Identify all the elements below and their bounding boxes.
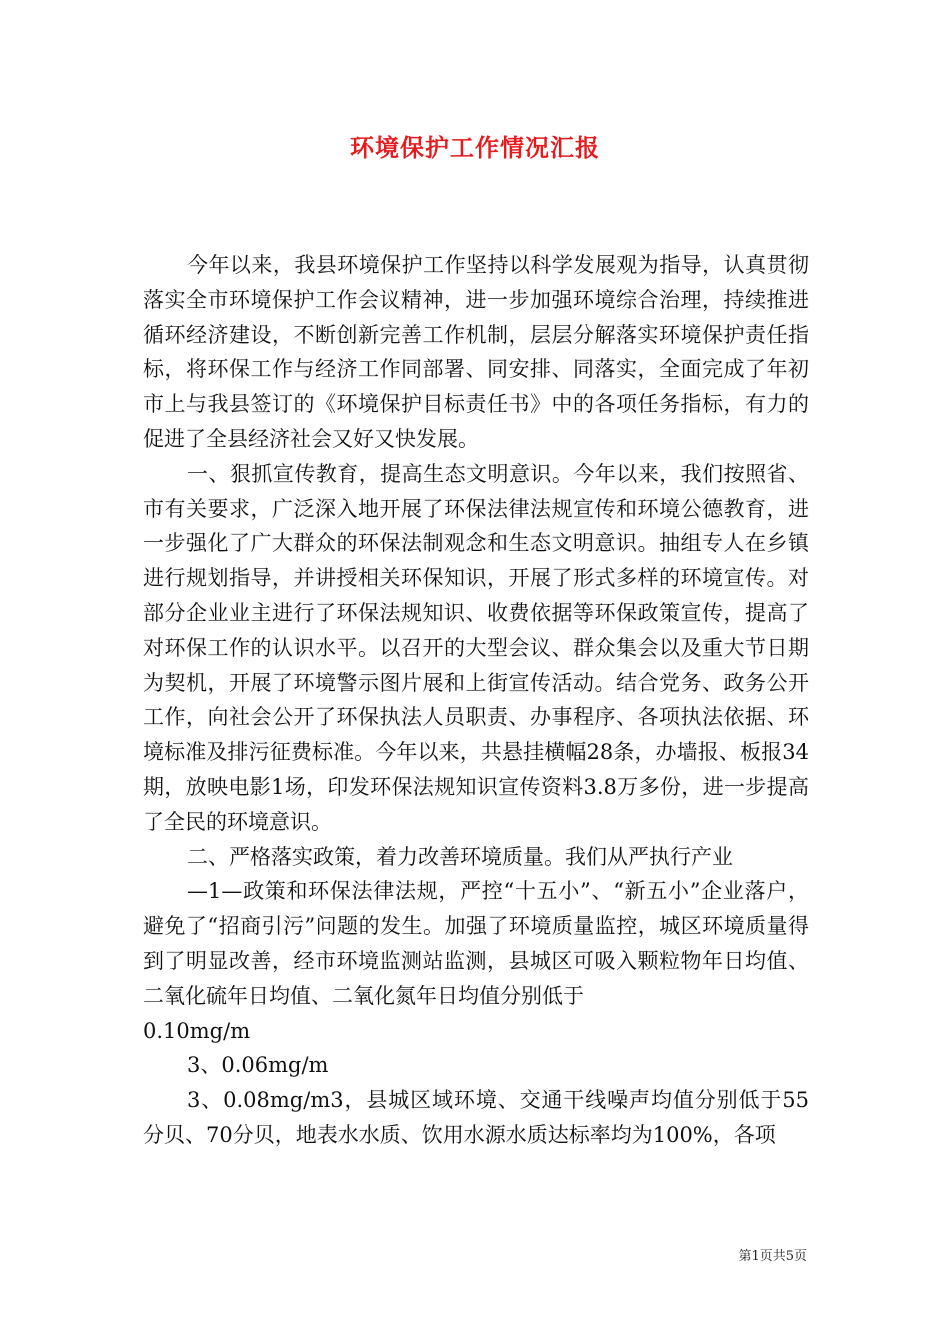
paragraph-measure-line-2: 3、0.06mg/m — [187, 1053, 329, 1078]
page-number: 第1页共5页 — [738, 1249, 807, 1264]
paragraph-section-two-continued: —1—政策和环保法律法规，严控“十五小”、“新五小”企业落户，避免了“招商引污”问题的发生。加强了环境质量监控，城区环境质量得到了明显改善，经市环境监测站监测，县城区可吸入颗粒物年日均值、二氧化硫年日均值、二氧化氮年日均值分别低于 — [143, 879, 809, 1008]
paragraph-intro: 今年以来，我县环境保护工作坚持以科学发展观为指导，认真贯彻落实全市环境保护工作会议精神，进一步加强环境综合治理，持续推进循环经济建设，不断创新完善工作机制，层层分解落实环境保护责任指标，将环保工作与经济工作同部署、同安排、同落实，全面完成了年初市上与我县签订的《环境保护目标责任书》中的各项任务指标，有力的促进了全县经济社会又好又快发展。 — [143, 253, 809, 451]
document-title: 环境保护工作情况汇报 — [350, 133, 600, 162]
paragraph-section-two: 二、严格落实政策，着力改善环境质量。我们从严执行产业 — [187, 844, 733, 869]
paragraph-measure-line-3: 3、0.08mg/m3，县城区域环境、交通干线噪声均值分别低于55分贝、70分贝，地表水水质、饮用水源水质达标率均为100%，各项 — [143, 1088, 809, 1147]
paragraph-measure-line: 0.10mg/m — [143, 1018, 251, 1043]
paragraph-section-one: 一、狠抓宣传教育，提高生态文明意识。今年以来，我们按照省、市有关要求，广泛深入地开展了环保法律法规宣传和环境公德教育，进一步强化了广大群众的环保法制观念和生态文明意识。抽组专人在乡镇进行规划指导，并讲授相关环保知识，开展了形式多样的环境宣传。对部分企业业主进行了环保法规知识、收费依据等环保政策宣传，提高了对环保工作的认识水平。以召开的大型会议、群众集会以及重大节日期为契机，开展了环境警示图片展和上街宣传活动。结合党务、政务公开工作，向社会公开了环保执法人员职责、办事程序、各项执法依据、环境标准及排污征费标准。今年以来，共悬挂横幅28条，办墙报、板报34期，放映电影1场，印发环保法规知识宣传资料3.8万多份，进一步提高了全民的环境意识。 — [143, 461, 809, 834]
document-body — [143, 248, 809, 1153]
